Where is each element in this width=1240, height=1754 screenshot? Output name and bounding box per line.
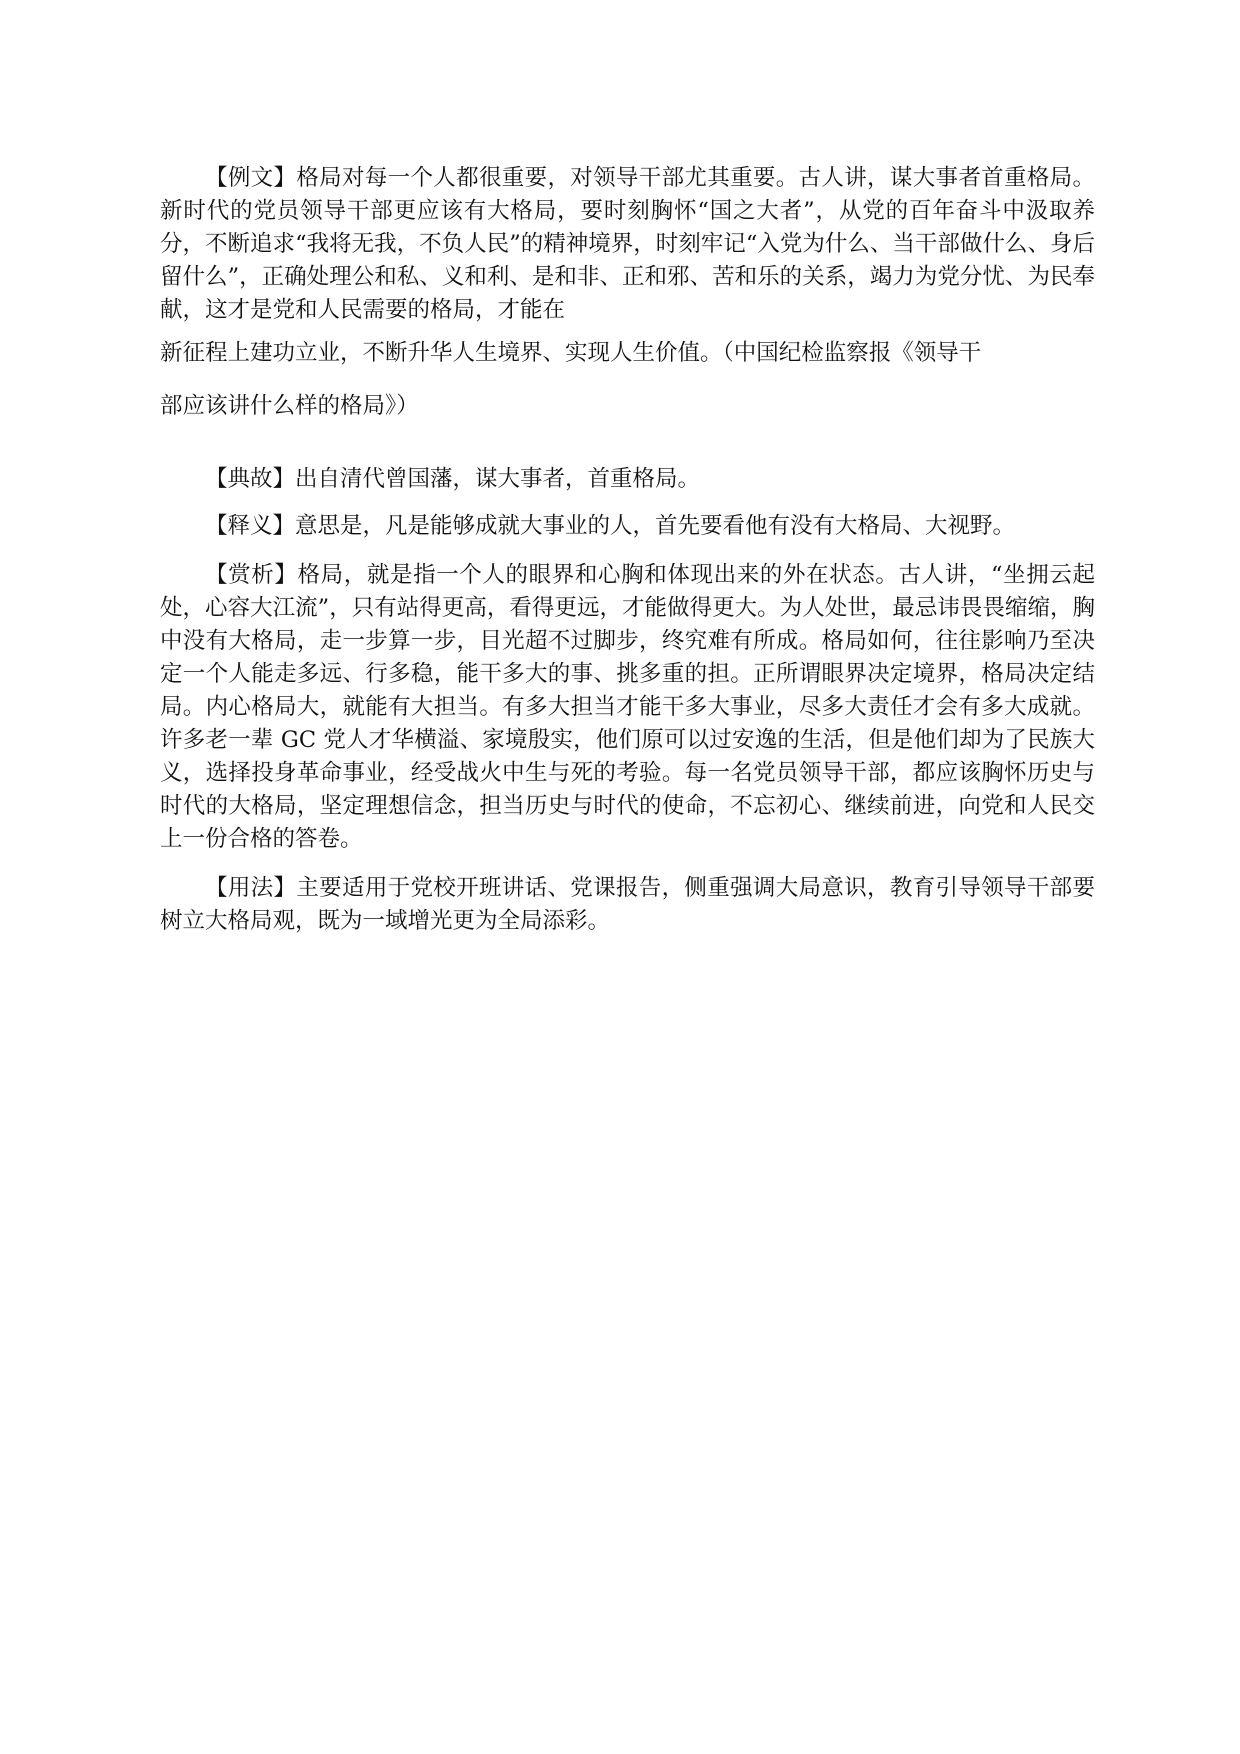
appreciation-label: 【赏析】	[205, 562, 298, 588]
document-body	[160, 162, 1095, 938]
example-label: 【例文】	[205, 165, 297, 191]
usage-paragraph	[160, 872, 1095, 938]
appreciation-paragraph	[160, 559, 1095, 856]
example-text: 格局对每一个人都很重要，对领导干部尤其重要。古人讲，谋大事者首重格局。新时代的党员领导干部更应该有大格局，要时刻胸怀“国之大者”，从党的百年奋斗中汲取养分，不断追求“我将无我，不负人民”的精神境界，时刻牢记“入党为什么、当干部做什么、身后留什么”，正确处理公和私、义和利、是和非、正和邪、苦和乐的关系，竭力为党分忧、为民奉献，这才是党和人民需要的格局，才能在	[160, 165, 1095, 323]
allusion-paragraph	[160, 463, 1095, 496]
allusion-text: 出自清代曾国藩，谋大事者，首重格局。	[295, 466, 701, 492]
example-paragraph	[160, 162, 1095, 327]
example-tail-line-2: 部应该讲什么样的格局》）	[160, 393, 419, 419]
usage-text: 主要适用于党校开班讲话、党课报告，侧重强调大局意识，教育引导领导干部要树立大格局观，既为一域增光更为全局添彩。	[160, 875, 1095, 934]
explanation-label: 【释义】	[205, 513, 296, 539]
usage-label: 【用法】	[205, 875, 297, 901]
appreciation-text: 格局，就是指一个人的眼界和心胸和体现出来的外在状态。古人讲，“坐拥云起处，心容大江流”，只有站得更高，看得更远，才能做得更大。为人处世，最忌讳畏畏缩缩，胸中没有大格局，走一步算一步，目光超不过脚步，终究难有所成。格局如何，往往影响乃至决定一个人能走多远、行多稳，能干多大的事、挑多重的担。正所谓眼界决定境界，格局决定结局。内心格局大，就能有大担当。有多大担当才能干多大事业，尽多大责任才会有多大成就。许多老一辈 GC 党人才华横溢、家境殷实，他们原可以过安逸的生活，但是他们却为了民族大义，选择投身革命事业，经受战火中生与死的考验。每一名党员领导干部，都应该胸怀历史与时代的大格局，坚定理想信念，担当历史与时代的使命，不忘初心、继续前进，向党和人民交上一份合格的答卷。	[160, 562, 1095, 852]
example-tail-line-1: 新征程上建功立业，不断升华人生境界、实现人生价值。（中国纪检监察报《领导干	[160, 340, 982, 366]
explanation-text: 意思是，凡是能够成就大事业的人，首先要看他有没有大格局、大视野。	[295, 513, 1016, 539]
allusion-label: 【典故】	[205, 466, 296, 492]
explanation-paragraph	[160, 510, 1095, 543]
